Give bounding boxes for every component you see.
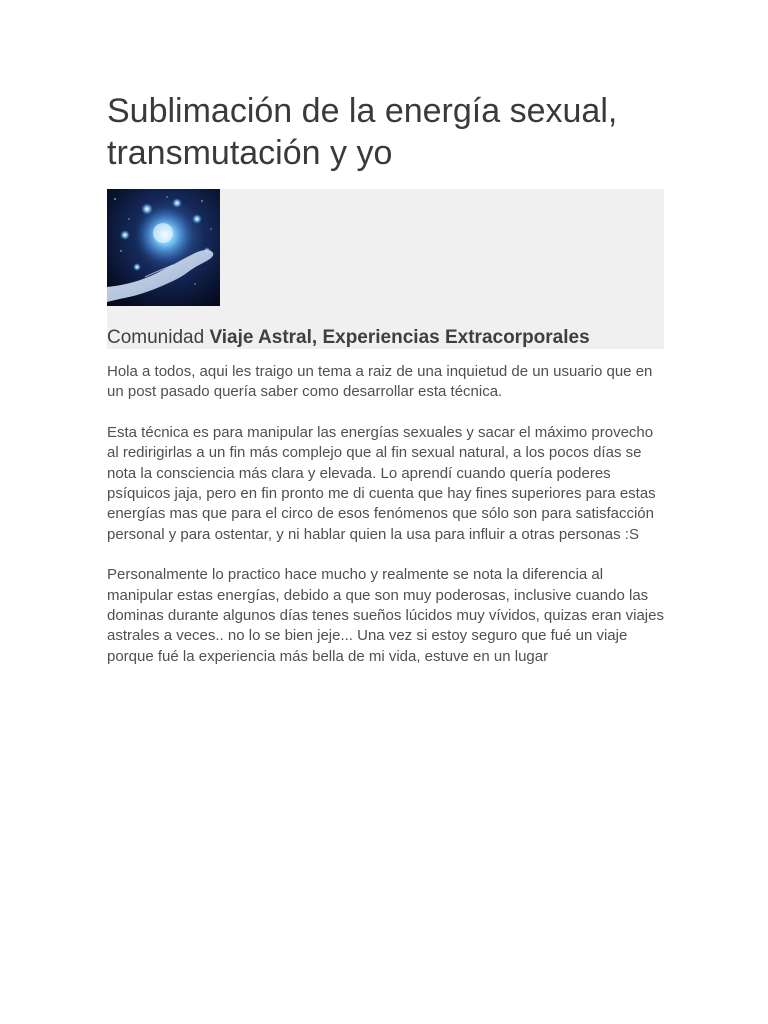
article-body: [107, 362, 667, 687]
community-prefix: Comunidad: [107, 327, 205, 348]
page-title: Sublimación de la energía sexual, transmutación y yo: [107, 92, 618, 172]
paragraph: Esta técnica es para manipular las energías sexuales y sacar el máximo provecho al redirigirlas a un fin más complejo que al fin sexual natural, a los pocos días se nota la consciencia más clara y elevada. Lo aprendí cuando quería poderes psíquicos jaja, pero en fin pronto me di cuenta que hay fines superiores para estas energías mas que para el circo de esos fenómenos que sólo son para satisfacción personal y para ostentar, y ni hablar quien la usa para influir a otras personas :S: [107, 423, 656, 543]
paragraph: Hola a todos, aqui les traigo un tema a raiz de una inquietud de un usuario que en un post pasado quería saber como desarrollar esta técnica.: [107, 363, 653, 401]
hero-image-hand-stars: [107, 189, 220, 306]
community-header-card: [107, 189, 664, 349]
community-name-link[interactable]: Viaje Astral, Experiencias Extracorporales: [209, 327, 590, 348]
paragraph: Personalmente lo practico hace mucho y realmente se nota la diferencia al manipular estas energías, debido a que son muy poderosas, inclusive cuando las dominas durante algunos días tenes sueños lúcidos muy vívidos, quizas eran viajes astrales a veces.. no lo se bien jeje... Una vez si estoy seguro que fué un viaje porque fué la experiencia más bella de mi vida, estuve en un lugar: [107, 566, 664, 665]
community-line: [107, 326, 590, 350]
